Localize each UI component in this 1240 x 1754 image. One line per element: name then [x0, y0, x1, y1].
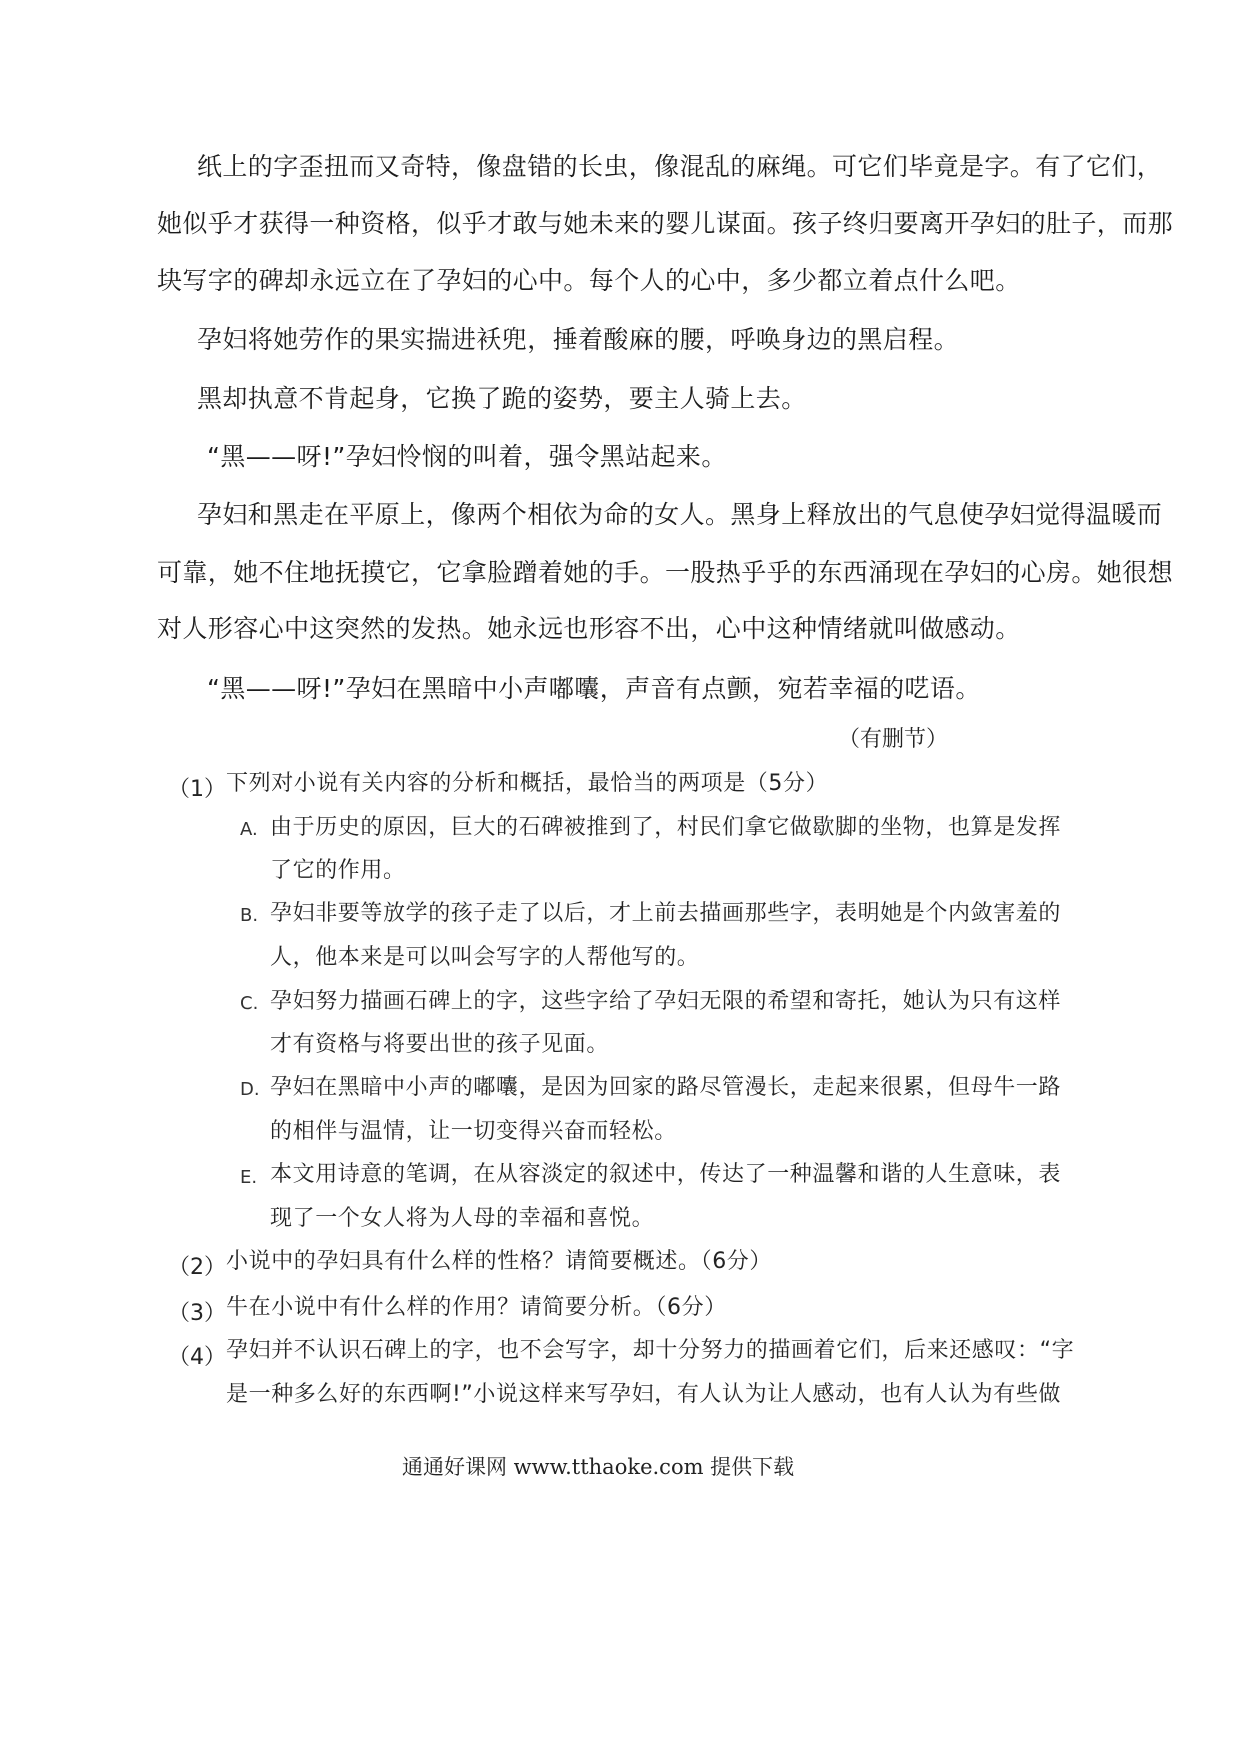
passage-line-6: “黑——呀!”孕妇怜悯的叫着，强令黑站起来。	[207, 442, 727, 471]
option-c-letter: C.	[240, 993, 259, 1014]
passage-line-7: 孕妇和黑走在平原上，像两个相依为命的女人。黑身上释放出的气息使孕妇觉得温暖而	[197, 500, 1163, 529]
question-2-number: （2）	[168, 1255, 226, 1280]
question-2-stem: 小说中的孕妇具有什么样的性格？请简要概述。（6分）	[226, 1249, 772, 1274]
passage-line-5: 黑却执意不肯起身，它换了跪的姿势，要主人骑上去。	[197, 384, 807, 413]
option-e-line-1: 本文用诗意的笔调，在从容淡定的叙述中，传达了一种温馨和谐的人生意味，表	[270, 1162, 1062, 1187]
option-d-line-1: 孕妇在黑暗中小声的嘟囔，是因为回家的路尽管漫长，走起来很累，但母牛一路	[270, 1075, 1062, 1100]
passage-line-10: “黑——呀!”孕妇在黑暗中小声嘟囔，声音有点颤，宛若幸福的呓语。	[207, 674, 981, 703]
option-b-line-1: 孕妇非要等放学的孩子走了以后，才上前去描画那些字，表明她是个内敛害羞的	[270, 901, 1062, 926]
option-e-letter: E.	[240, 1167, 258, 1188]
option-c-line-1: 孕妇努力描画石碑上的字，这些字给了孕妇无限的希望和寄托，她认为只有这样	[270, 989, 1062, 1014]
footer-source: 通通好课网 www.tthaoke.com 提供下载	[402, 1455, 795, 1479]
option-d-line-2: 的相伴与温情，让一切变得兴奋而轻松。	[270, 1119, 677, 1144]
option-a-line-2: 了它的作用。	[270, 858, 406, 883]
question-4-line-2: 是一种多么好的东西啊!”小说这样来写孕妇，有人认为让人感动，也有人认为有些做	[226, 1382, 1062, 1407]
option-d-letter: D.	[240, 1079, 260, 1100]
question-4-line-1: 孕妇并不认识石碑上的字，也不会写字，却十分努力的描画着它们，后来还感叹：“字	[226, 1338, 1075, 1363]
passage-line-8: 可靠，她不住地抚摸它，它拿脸蹭着她的手。一股热乎乎的东西涌现在孕妇的心房。她很想	[157, 558, 1174, 587]
option-e-line-2: 现了一个女人将为人母的幸福和喜悦。	[270, 1206, 655, 1231]
passage-line-1: 纸上的字歪扭而又奇特，像盘错的长虫，像混乱的麻绳。可它们毕竟是字。有了它们，	[197, 152, 1163, 181]
question-1-number: （1）	[168, 777, 226, 802]
option-b-letter: B.	[240, 905, 259, 926]
option-b-line-2: 人，他本来是可以叫会写字的人帮他写的。	[270, 945, 700, 970]
passage-line-9: 对人形容心中这突然的发热。她永远也形容不出，心中这种情绪就叫做感动。	[157, 614, 1021, 643]
question-1-stem: 下列对小说有关内容的分析和概括，最恰当的两项是（5分）	[226, 771, 829, 796]
question-3-stem: 牛在小说中有什么样的作用？请简要分析。（6分）	[226, 1295, 727, 1320]
passage-line-2: 她似乎才获得一种资格，似乎才敢与她未来的婴儿谋面。孩子终归要离开孕妇的肚子，而那	[157, 209, 1174, 238]
option-a-letter: A.	[240, 819, 258, 840]
abridged-note: （有删节）	[838, 727, 949, 752]
passage-line-3: 块写字的碑却永远立在了孕妇的心中。每个人的心中，多少都立着点什么吧。	[157, 266, 1021, 295]
question-3-number: （3）	[168, 1301, 226, 1326]
question-4-number: （4）	[168, 1345, 226, 1370]
option-a-line-1: 由于历史的原因，巨大的石碑被推到了，村民们拿它做歇脚的坐物，也算是发挥	[270, 815, 1062, 840]
option-c-line-2: 才有资格与将要出世的孩子见面。	[270, 1032, 610, 1057]
passage-line-4: 孕妇将她劳作的果实揣进袄兜，捶着酸麻的腰，呼唤身边的黑启程。	[197, 325, 960, 354]
